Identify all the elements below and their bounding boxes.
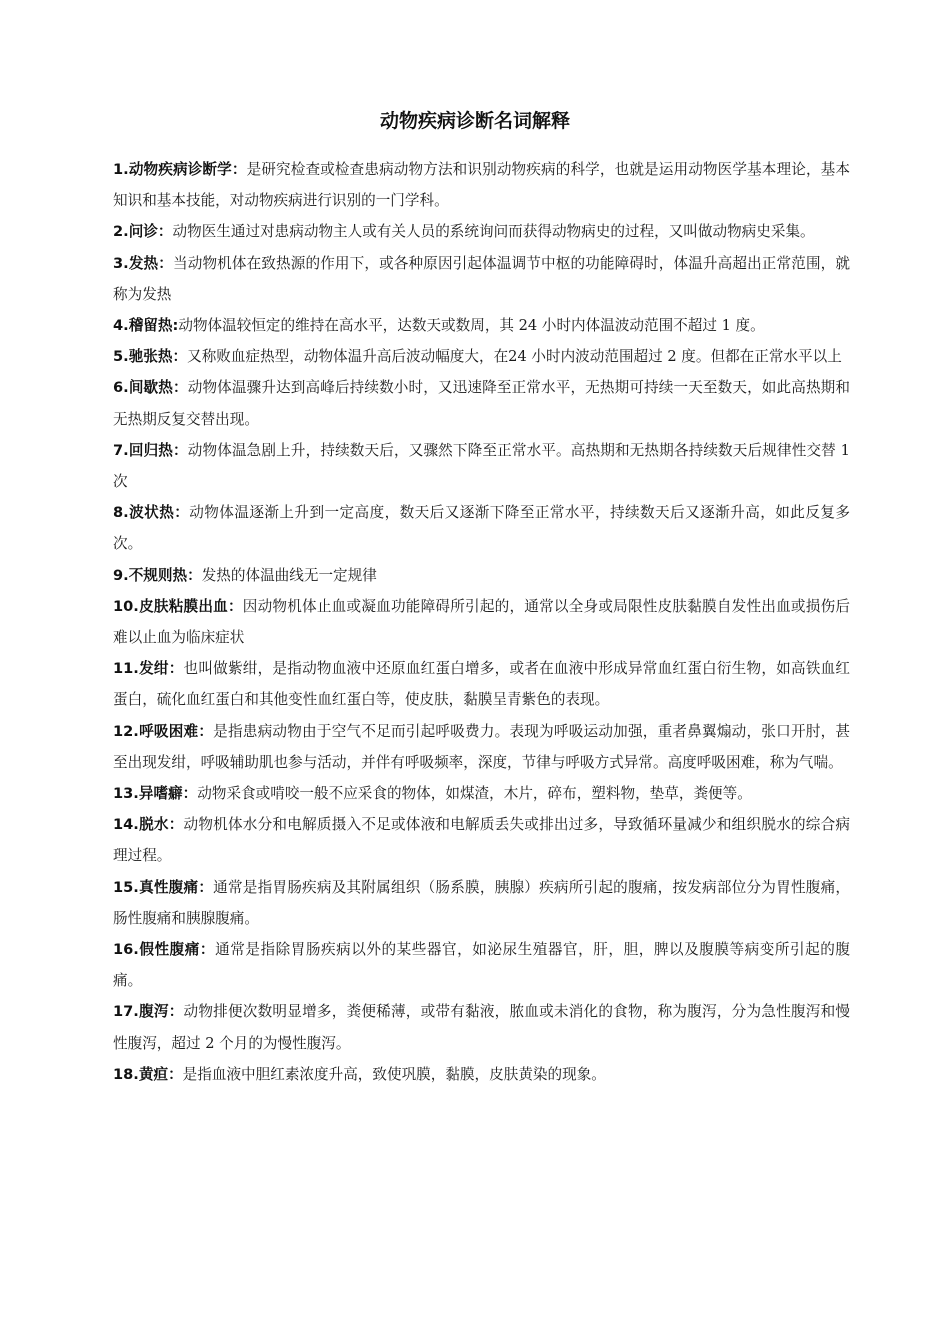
term-heading	[113, 442, 188, 459]
term-definition: 动物机体水分和电解质摄入不足或体液和电解质丢失或排出过多，导致循环量减少和组织脱水的综合病理过程。	[113, 816, 850, 865]
term-entry	[113, 341, 850, 372]
term-entry	[113, 872, 850, 934]
term-entry	[113, 216, 850, 247]
term-separator: ：	[172, 348, 188, 366]
term-number: 6.	[113, 379, 129, 397]
term-definition: 也叫做紫绀，是指动物血液中还原血红蛋白增多，或者在血液中形成异常血红蛋白衍生物，如高铁血红蛋白，硫化血红蛋白和其他变性血红蛋白等，使皮肤，黏膜呈青紫色的表现。	[113, 660, 850, 709]
term-number: 17.	[113, 1003, 139, 1021]
term-separator: ：	[158, 254, 174, 272]
term-number: 12.	[113, 722, 139, 740]
term-heading	[113, 317, 178, 334]
term-entry	[113, 653, 850, 715]
term-number: 11.	[113, 660, 139, 678]
term-number: 18.	[113, 1065, 139, 1083]
term-definition: 动物排便次数明显增多，粪便稀薄，或带有黏液，脓血或未消化的食物，称为腹泻，分为急性腹泻和慢性腹泻，超过 2 个月的为慢性腹泻。	[113, 1003, 850, 1052]
term-entry	[113, 996, 850, 1058]
term-heading	[113, 348, 187, 365]
term-entry	[113, 778, 850, 809]
term-separator: ：	[168, 1003, 184, 1021]
term-separator: ：	[157, 223, 173, 241]
term-name: 黄疸	[138, 1065, 169, 1083]
term-heading	[113, 504, 189, 521]
term-name: 不规则热	[128, 566, 188, 584]
term-entry	[113, 809, 850, 871]
term-definition: 动物体温逐渐上升到一定高度，数天后又逐渐下降至正常水平，持续数天后又逐渐升高，如此反复多次。	[113, 504, 850, 553]
term-name: 回归热	[128, 441, 174, 459]
term-heading	[113, 598, 243, 615]
term-name: 间歇热	[128, 379, 173, 397]
term-definition: 动物体温急剧上升，持续数天后，又骤然下降至正常水平。高热期和无热期各持续数天后规律性交替 1 次	[113, 441, 850, 491]
term-name: 假性腹痛	[138, 941, 200, 959]
term-separator: ：	[198, 878, 214, 896]
term-name: 波状热	[128, 504, 175, 522]
term-name: 异嗜癖	[138, 785, 183, 803]
term-separator: ：	[199, 941, 216, 959]
term-definition: 动物采食或啃咬一般不应采食的物体，如煤渣，木片，碎布，塑料物，垫草，粪便等。	[197, 785, 752, 803]
term-name: 稽留热	[128, 317, 173, 335]
term-entry	[113, 248, 850, 310]
term-separator: ：	[168, 816, 184, 834]
term-definition: 通常是指除胃肠疾病以外的某些器官，如泌尿生殖器官，肝，胆，脾以及腹膜等病变所引起的腹痛。	[113, 941, 850, 990]
term-separator: ：	[198, 722, 214, 740]
term-entry	[113, 154, 850, 216]
term-number: 16.	[113, 941, 139, 959]
term-heading	[113, 379, 188, 396]
page-title: 动物疾病诊断名词解释	[379, 110, 570, 132]
term-separator: ：	[227, 597, 243, 615]
term-separator: :	[172, 317, 179, 335]
term-separator: ：	[173, 379, 188, 397]
term-name: 皮肤粘膜出血	[138, 597, 228, 615]
term-name: 发绀	[138, 660, 169, 678]
term-number: 15.	[113, 878, 139, 896]
term-heading	[113, 223, 173, 240]
term-separator: ：	[187, 566, 202, 584]
term-definition: 是研究检查或检查患病动物方法和识别动物疾病的科学，也就是运用动物医学基本理论，基本知识和基本技能，对动物疾病进行识别的一门学科。	[113, 161, 850, 210]
term-heading	[113, 879, 213, 896]
term-heading	[113, 567, 202, 584]
term-definition: 动物体温骤升达到高峰后持续数小时，又迅速降至正常水平，无热期可持续一天至数天，如此高热期和无热期反复交替出现。	[113, 379, 850, 428]
term-name: 驰张热	[128, 348, 173, 366]
term-entry	[113, 435, 850, 497]
term-separator: ：	[173, 441, 188, 459]
term-number: 5.	[113, 348, 129, 366]
term-heading	[113, 1003, 184, 1020]
term-number: 10.	[113, 597, 139, 615]
term-list	[113, 154, 850, 1090]
term-number: 8.	[113, 504, 129, 522]
term-name: 问诊	[128, 223, 158, 241]
term-heading	[113, 1066, 183, 1083]
term-heading	[113, 816, 184, 833]
term-name: 腹泻	[138, 1003, 169, 1021]
term-number: 13.	[113, 785, 139, 803]
term-name: 脱水	[138, 816, 169, 834]
term-number: 14.	[113, 816, 139, 834]
term-definition: 通常是指胃肠疾病及其附属组织（肠系膜，胰腺）疾病所引起的腹痛，按发病部位分为胃性腹痛，肠性腹痛和胰腺腹痛。	[113, 878, 850, 927]
term-definition: 是指血液中胆红素浓度升高，致使巩膜，黏膜，皮肤黄染的现象。	[182, 1065, 606, 1083]
term-separator: ：	[182, 785, 198, 803]
term-name: 动物疾病诊断学	[128, 161, 232, 178]
term-definition: 动物医生通过对患病动物主人或有关人员的系统询问而获得动物病史的过程，又叫做动物病史采集。	[172, 223, 815, 241]
term-number: 2.	[113, 223, 129, 241]
term-separator: ：	[231, 161, 247, 178]
term-heading	[113, 785, 197, 802]
term-entry	[113, 1059, 850, 1090]
term-definition: 当动物机体在致热源的作用下，或各种原因引起体温调节中枢的功能障碍时，体温升高超出正常范围，就称为发热	[113, 254, 850, 303]
term-entry	[113, 310, 850, 341]
term-entry	[113, 560, 850, 591]
term-heading	[113, 723, 213, 740]
term-heading	[113, 161, 247, 178]
term-heading	[113, 255, 173, 272]
term-separator: ：	[174, 504, 190, 522]
term-entry	[113, 934, 850, 996]
term-number: 4.	[113, 317, 129, 335]
term-number: 1.	[113, 161, 129, 178]
term-definition: 发热的体温曲线无一定规律	[201, 566, 377, 584]
term-number: 3.	[113, 254, 129, 272]
term-number: 9.	[113, 566, 129, 584]
term-name: 真性腹痛	[138, 878, 199, 896]
term-number: 7.	[113, 441, 129, 459]
term-entry	[113, 372, 850, 434]
term-entry	[113, 716, 850, 778]
term-name: 发热	[128, 254, 159, 272]
term-heading	[113, 660, 184, 677]
term-name: 呼吸困难	[138, 722, 199, 740]
term-entry	[113, 591, 850, 653]
term-separator: ：	[168, 1065, 183, 1083]
term-separator: ：	[168, 660, 184, 678]
term-heading	[113, 941, 215, 958]
term-entry	[113, 497, 850, 559]
term-definition: 因动物机体止血或凝血功能障碍所引起的，通常以全身或局限性皮肤黏膜自发性出血或损伤后难以止血为临床症状	[113, 597, 850, 647]
term-definition: 又称败血症热型，动物体温升高后波动幅度大，在24 小时内波动范围超过 2 度。但都在正常水平以上	[187, 348, 842, 366]
term-definition: 是指患病动物由于空气不足而引起呼吸费力。表现为呼吸运动加强，重者鼻翼煽动，张口开肘，甚至出现发绀，呼吸辅助肌也参与活动，并伴有呼吸频率，深度，节律与呼吸方式异常。高度呼吸困难，称为气喘。	[113, 722, 850, 771]
term-definition: 动物体温较恒定的维持在高水平，达数天或数周，其 24 小时内体温波动范围不超过 1 度。	[178, 317, 765, 335]
